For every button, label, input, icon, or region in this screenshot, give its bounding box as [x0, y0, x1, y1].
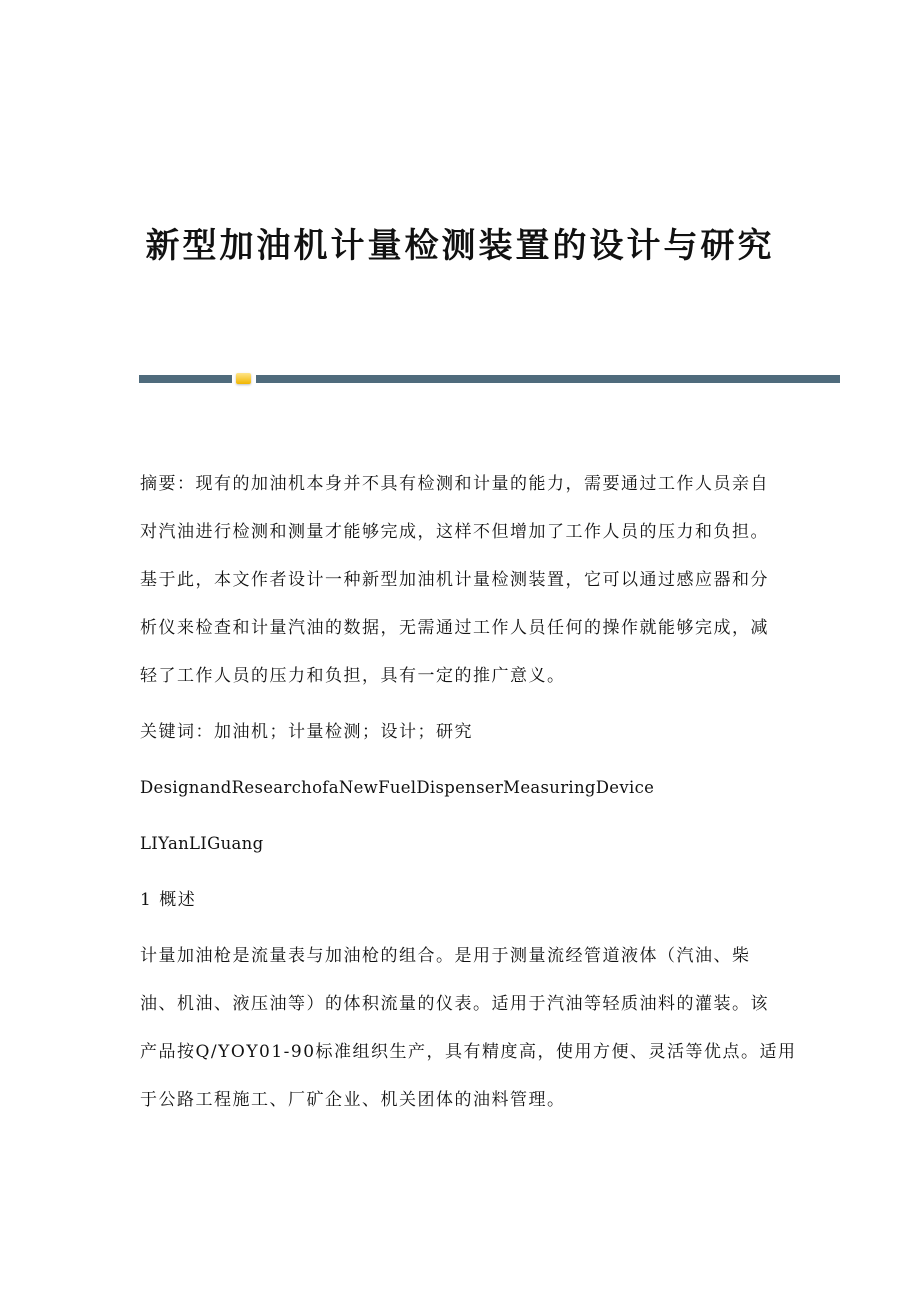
- authors: LIYanLIGuang: [140, 834, 264, 853]
- section-heading: 1 概述: [140, 890, 197, 910]
- abstract-line: 摘要：现有的加油机本身并不具有检测和计量的能力，需要通过工作人员亲自: [140, 474, 769, 494]
- abstract-line: 析仪来检查和计量汽油的数据，无需通过工作人员任何的操作就能够完成，减: [140, 618, 769, 638]
- abstract-line: 基于此，本文作者设计一种新型加油机计量检测装置，它可以通过感应器和分: [140, 570, 769, 590]
- divider-left: [139, 375, 232, 383]
- divider-ornament-icon: [236, 373, 251, 384]
- english-title: DesignandResearchofaNewFuelDispenserMeasuringDevice: [140, 778, 655, 797]
- body-line: 计量加油枪是流量表与加油枪的组合。是用于测量流经管道液体（汽油、柴: [140, 946, 751, 966]
- abstract-line: 对汽油进行检测和测量才能够完成，这样不但增加了工作人员的压力和负担。: [140, 522, 769, 542]
- document-title: 新型加油机计量检测装置的设计与研究: [145, 226, 775, 266]
- body-line: 于公路工程施工、厂矿企业、机关团体的油料管理。: [140, 1090, 566, 1110]
- body-line: 产品按Q/YOY01-90标准组织生产，具有精度高，使用方便、灵活等优点。适用: [140, 1042, 797, 1062]
- divider-right: [256, 375, 840, 383]
- abstract-line: 轻了工作人员的压力和负担，具有一定的推广意义。: [140, 666, 566, 686]
- body-line: 油、机油、液压油等）的体积流量的仪表。适用于汽油等轻质油料的灌装。该: [140, 994, 769, 1014]
- keywords: 关键词：加油机；计量检测；设计；研究: [140, 722, 473, 742]
